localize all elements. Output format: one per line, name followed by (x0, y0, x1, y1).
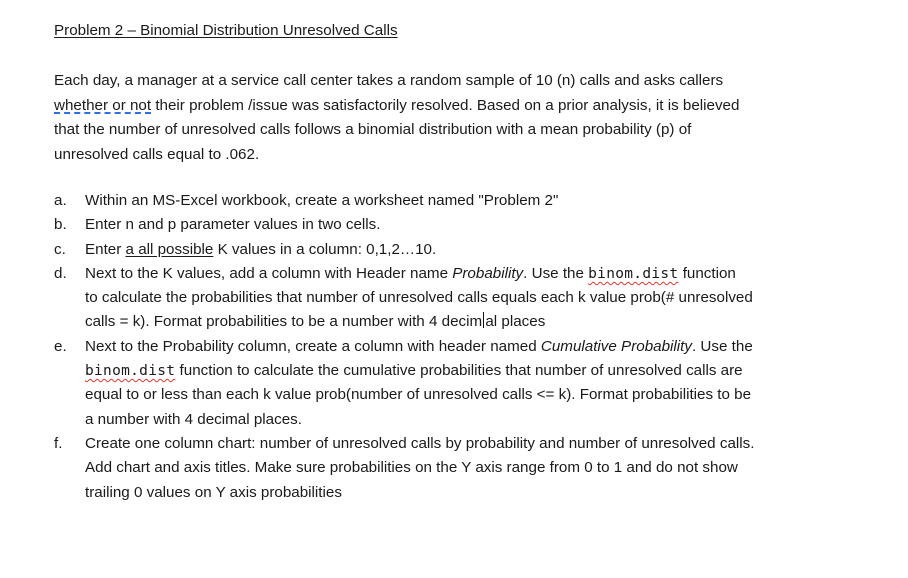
text-span: Next to the K values, add a column with Header name (85, 264, 453, 282)
text-span: Next to the Probability column, create a column with header named (85, 337, 541, 355)
instruction-list (54, 189, 854, 505)
list-item-b (54, 213, 854, 237)
text-span: function (678, 264, 736, 282)
list-item-text (85, 262, 854, 286)
list-item-text: Enter n and p parameter values in two cells. (85, 216, 381, 234)
list-item-f (54, 432, 854, 505)
list-marker: e. (54, 337, 67, 355)
text-span: . Use the (691, 337, 753, 355)
page-title: Problem 2 – Binomial Distribution Unresolved Calls (54, 22, 398, 39)
list-item-text (85, 310, 854, 334)
list-item-c (54, 238, 854, 262)
grammar-flag-phrase[interactable]: whether or not (54, 96, 152, 114)
probability-term: Probability (452, 264, 524, 282)
spelling-flag-word[interactable]: binom.dist (588, 265, 679, 282)
list-marker: b. (54, 216, 67, 234)
list-item-text: equal to or less than each k value prob(number of unresolved calls <= k). Format probabilities to be (85, 386, 752, 404)
spelling-flag-word[interactable]: binom.dist (85, 363, 176, 380)
cumulative-probability-term: Cumulative Probability (540, 337, 692, 355)
list-item-text: Create one column chart: number of unresolved calls by probability and number of unresolved calls. (85, 434, 755, 452)
grammar-flag-phrase[interactable]: a all possible (125, 240, 214, 258)
list-item-text: a number with 4 decimal places. (85, 410, 302, 428)
list-marker: d. (54, 264, 67, 282)
text-span: function to calculate the cumulative probabilities that number of unresolved calls are (175, 362, 743, 380)
list-marker: f. (54, 434, 63, 452)
text-span: calls = k). Format probabilities to be a number with 4 decim (85, 313, 483, 331)
intro-line-3: that the number of unresolved calls follows a binomial distribution with a mean probability (p) of (54, 121, 692, 138)
list-item-text (85, 238, 854, 262)
text-span: K values in a column: 0,1,2…10. (213, 240, 437, 258)
list-marker: a. (54, 192, 67, 209)
list-item-a (54, 189, 854, 213)
list-item-e (54, 335, 854, 432)
list-item-text (85, 359, 854, 383)
intro-line-4: unresolved calls equal to .062. (54, 145, 260, 163)
intro-line-1: Each day, a manager at a service call center takes a random sample of 10 (n) calls and asks callers (54, 72, 724, 89)
intro-line-2-rest: their problem /issue was satisfactorily resolved. Based on a prior analysis, it is believed (151, 96, 740, 114)
list-item-text: Within an MS-Excel workbook, create a worksheet named "Problem 2" (85, 192, 559, 209)
list-item-text: trailing 0 values on Y axis probabilities (85, 483, 342, 501)
intro-paragraph (54, 69, 854, 167)
list-marker: c. (54, 240, 66, 258)
list-item-text: Add chart and axis titles. Make sure probabilities on the Y axis range from 0 to 1 and do not show (85, 459, 738, 477)
intro-line-2 (54, 94, 854, 119)
text-span: Enter (85, 240, 126, 258)
list-item-text (85, 335, 854, 359)
list-item-d (54, 262, 854, 335)
text-span: al places (485, 313, 546, 331)
text-span: . Use the (523, 264, 589, 282)
list-item-text: to calculate the probabilities that number of unresolved calls equals each k value prob(# unresolved (85, 289, 753, 307)
